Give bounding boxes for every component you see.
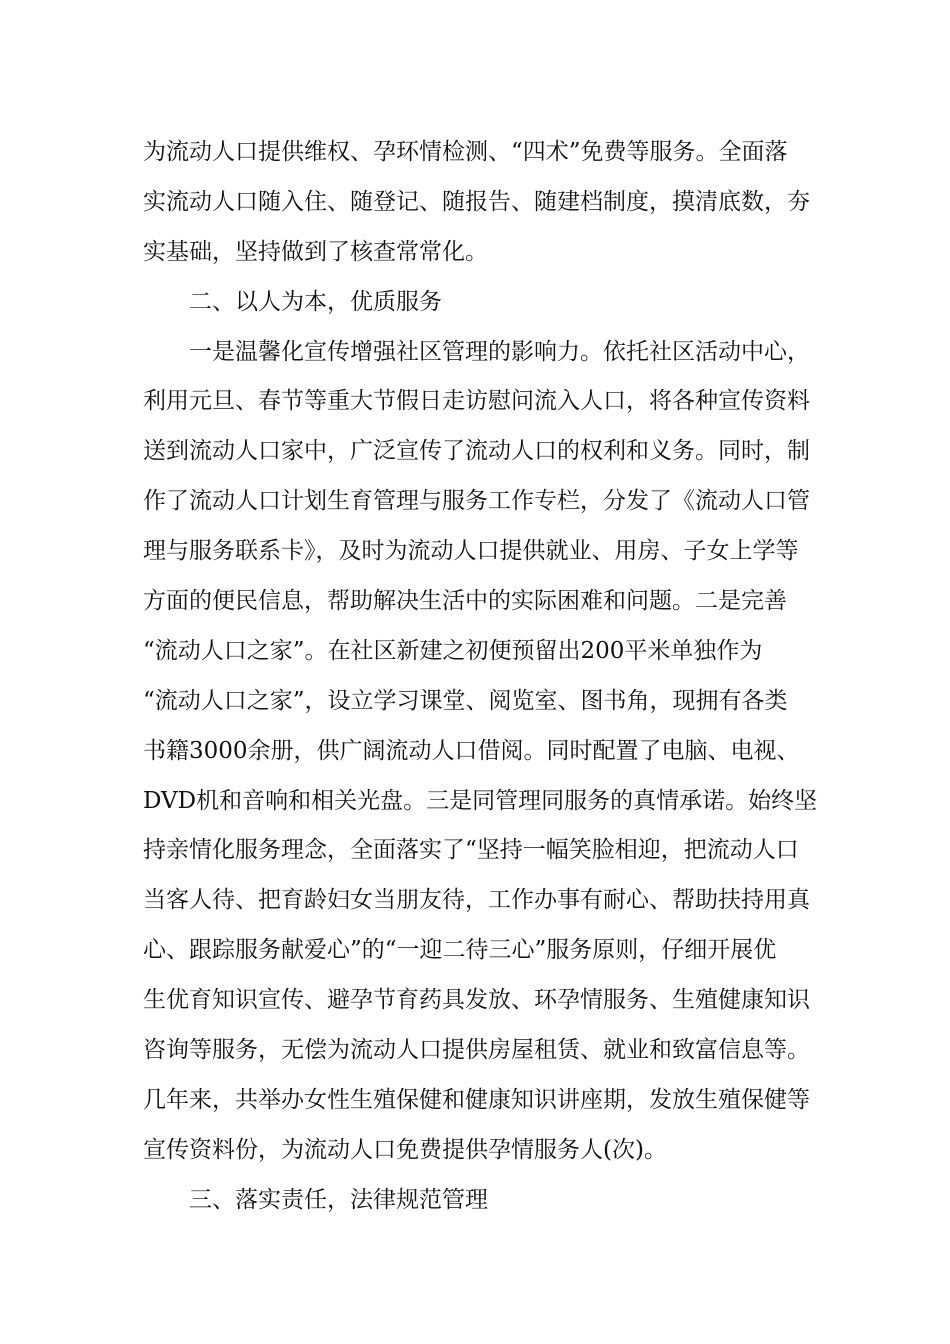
paragraph-line: 心、跟踪服务献爱心”的“一迎二待三心”服务原则，仔细开展优 xyxy=(143,937,777,964)
paragraph-line: DVD机和音响和相关光盘。三是同管理同服务的真情承诺。始终坚 xyxy=(143,787,818,814)
paragraph-line: 实基础，坚持做到了核查常常化。 xyxy=(143,238,488,265)
paragraph-line: 为流动人口提供维权、孕环情检测、“四术”免费等服务。全面落 xyxy=(143,139,788,165)
section-heading: 三、落实责任，法律规范管理 xyxy=(189,1186,488,1213)
paragraph-line: 作了流动人口计划生育管理与服务工作专栏，分发了《流动人口管 xyxy=(143,488,810,515)
paragraph-line: 生优育知识宣传、避孕节育药具发放、环孕情服务、生殖健康知识 xyxy=(143,987,810,1014)
paragraph-line: 咨询等服务，无偿为流动人口提供房屋租赁、就业和致富信息等。 xyxy=(143,1037,810,1064)
paragraph-line: 当客人待、把育龄妇女当朋友待，工作办事有耐心、帮助扶持用真 xyxy=(143,887,810,914)
paragraph-line: 几年来，共举办女性生殖保健和健康知识讲座期，发放生殖保健等 xyxy=(143,1086,810,1113)
paragraph-line: 持亲情化服务理念，全面落实了“坚持一幅笑脸相迎，把流动人口 xyxy=(143,837,799,864)
paragraph-line: 利用元旦、春节等重大节假日走访慰问流入人口，将各种宣传资料 xyxy=(143,388,810,415)
paragraph-line: 理与服务联系卡》，及时为流动人口提供就业、用房、子女上学等 xyxy=(143,538,799,565)
document-body xyxy=(143,128,843,1226)
paragraph-line: 送到流动人口家中，广泛宣传了流动人口的权利和义务。同时，制 xyxy=(143,438,810,465)
paragraph-line: 实流动人口随入住、随登记、随报告、随建档制度，摸清底数，夯 xyxy=(143,188,810,215)
paragraph-line: 一是温馨化宣传增强社区管理的影响力。依托社区活动中心， xyxy=(189,338,810,365)
paragraph-line: 书籍3000余册，供广阔流动人口借阅。同时配置了电脑、电视、 xyxy=(143,737,800,764)
paragraph-line: 宣传资料份，为流动人口免费提供孕情服务人(次)。 xyxy=(143,1136,667,1163)
paragraph-line: 方面的便民信息，帮助解决生活中的实际困难和问题。二是完善 xyxy=(143,588,787,615)
paragraph-line: “流动人口之家”，设立学习课堂、阅览室、图书角，现拥有各类 xyxy=(143,687,788,714)
section-heading: 二、以人为本，优质服务 xyxy=(189,288,442,315)
paragraph-line: “流动人口之家”。在社区新建之初便预留出200平米单独作为 xyxy=(143,637,763,664)
